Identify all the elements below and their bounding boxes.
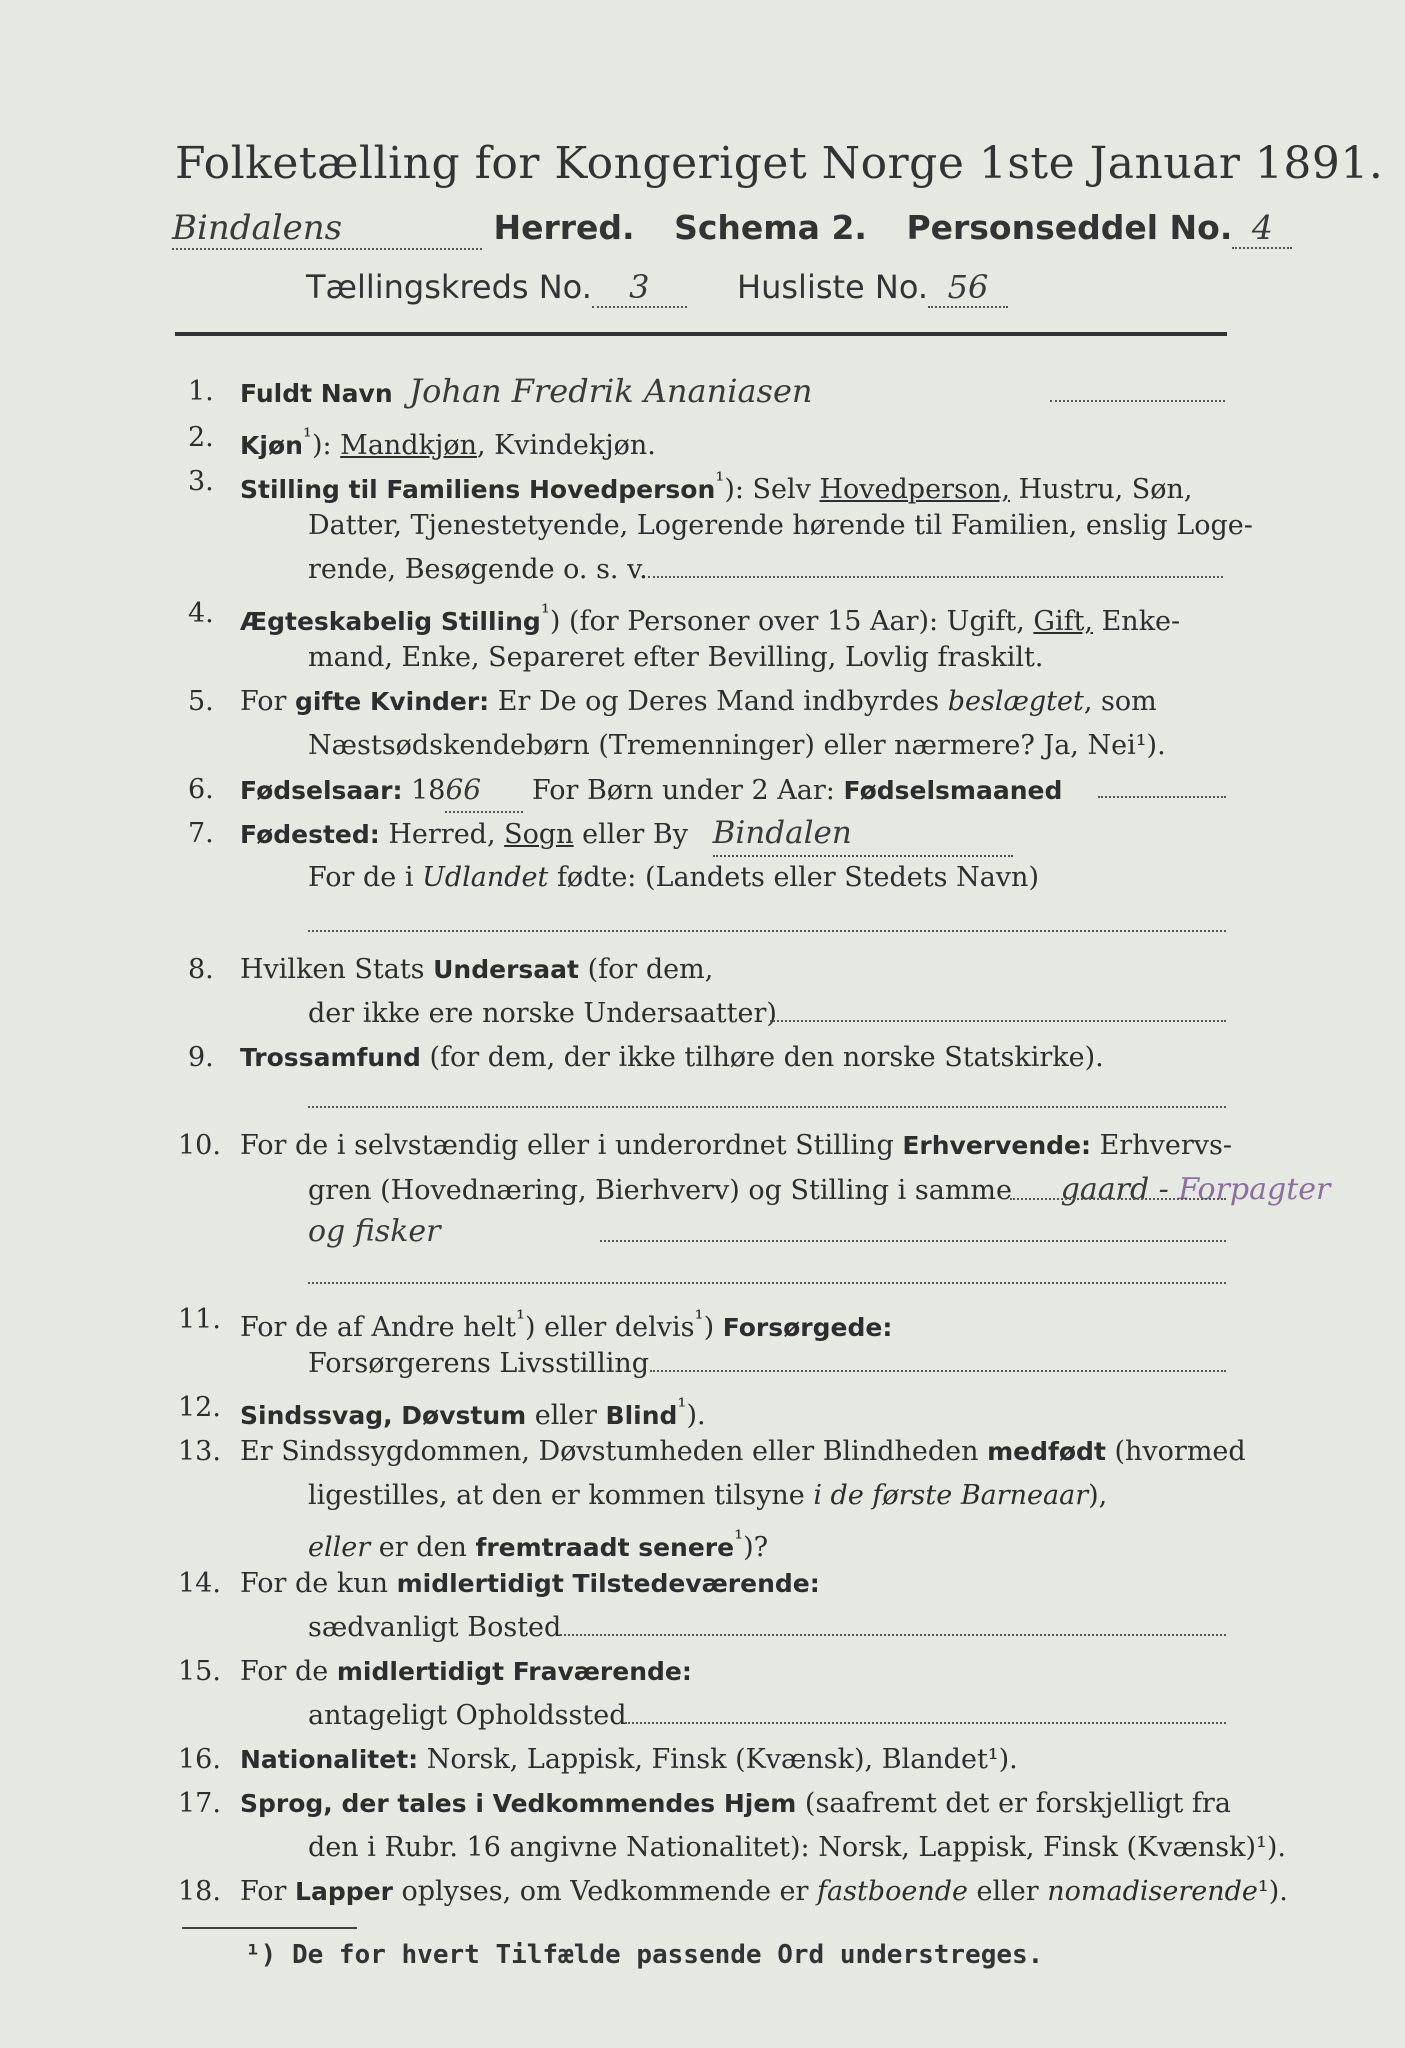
item-number: 9.	[188, 1042, 214, 1073]
item-8-line-2: der ikke ere norske Undersaatter)	[308, 998, 777, 1029]
item-text: beslægtet	[947, 686, 1084, 717]
position-selected: Hovedperson,	[819, 474, 1011, 505]
item-text: eller	[308, 1532, 371, 1563]
item-5-line-2: Næstsødskendebørn (Tremenninger) eller nærmere? Ja, Nei¹).	[308, 730, 1166, 761]
item-text: ) eller delvis	[525, 1312, 695, 1343]
item-text: For de af Andre helt	[240, 1312, 517, 1343]
item-label: fremtraadt senere	[475, 1533, 735, 1562]
item-text: Udlandet	[422, 862, 549, 893]
item-3-line-2: Datter, Tjenestetyende, Logerende hørende til Familien, enslig Loge-	[308, 510, 1253, 541]
husliste-value: 56	[928, 268, 1008, 308]
taellingskreds-label: Tællingskreds No.	[306, 268, 592, 306]
item-15-fravaerende	[240, 1650, 692, 1693]
item-14-line-2: sædvanligt Bosted	[308, 1612, 562, 1643]
item-text: , Kvindekjøn.	[476, 430, 656, 461]
personseddel-label: Personseddel No.	[906, 208, 1233, 247]
item-7-fodested	[240, 812, 1013, 857]
item-number: 14.	[178, 1568, 221, 1599]
item-11-line-2: Forsørgerens Livsstilling	[308, 1348, 650, 1379]
item-number: 11.	[178, 1304, 221, 1335]
dotted-line	[308, 1282, 1226, 1284]
item-text: eller	[967, 1876, 1048, 1907]
item-number: 8.	[188, 954, 214, 985]
item-text: eller By	[573, 819, 688, 850]
dotted-line	[650, 1370, 1226, 1372]
footnote-rule	[182, 1927, 357, 1929]
item-13-line-2	[308, 1474, 1107, 1517]
item-number: 16.	[178, 1744, 221, 1775]
item-7-line-2	[308, 856, 1039, 899]
item-label: Sindssvag, Døvstum	[240, 1401, 527, 1430]
item-number: 4.	[188, 598, 214, 629]
item-label: Forsørgede:	[722, 1313, 893, 1342]
item-10-line-3	[308, 1210, 440, 1254]
item-text: For de	[240, 1656, 337, 1687]
item-text: oplyses, om Vedkommende er	[392, 1876, 817, 1907]
item-text: ):	[311, 430, 341, 461]
herred-handwritten: Bindalens	[172, 208, 482, 250]
item-5-gifte-kvinder	[240, 680, 1157, 723]
item-text: er den	[370, 1532, 476, 1563]
dotted-line	[308, 930, 1226, 932]
occupation-value-2: og fisker	[308, 1214, 441, 1249]
occupation-value: gaard -	[1060, 1172, 1179, 1207]
item-15-line-2: antageligt Opholdssted	[308, 1700, 627, 1731]
item-text: Hvilken Stats	[240, 954, 434, 985]
item-10-erhverv	[240, 1124, 1232, 1167]
item-1-fuldt-navn	[240, 370, 813, 415]
item-text: For de i selvstændig eller i underordnet Stilling	[240, 1130, 903, 1161]
dotted-line	[1098, 796, 1226, 798]
item-label: Fødselsmaaned	[843, 776, 1063, 805]
item-14-tilstede	[240, 1562, 820, 1605]
item-number: 12.	[178, 1392, 221, 1423]
item-17-line-2: den i Rubr. 16 angivne Nationalitet): Norsk, Lappisk, Finsk (Kvænsk)¹).	[308, 1832, 1286, 1863]
item-label: Undersaat	[433, 955, 579, 984]
item-number: 3.	[188, 466, 214, 497]
taellingskreds-value: 3	[592, 268, 687, 308]
item-label: Blind	[605, 1401, 678, 1430]
item-text: )	[703, 1312, 723, 1343]
item-number: 17.	[178, 1788, 221, 1819]
item-16-nationalitet	[240, 1738, 1018, 1781]
item-label: Fødested:	[240, 820, 380, 849]
item-label: Fødselsaar:	[240, 776, 403, 805]
footnote-marker: ¹	[302, 424, 312, 450]
item-text: 18	[402, 775, 446, 806]
full-name-value: Johan Fredrik Ananiasen	[409, 372, 813, 410]
item-text: ¹).	[1257, 1876, 1288, 1907]
item-label: medfødt	[987, 1437, 1106, 1466]
item-number: 5.	[188, 686, 214, 717]
item-number: 7.	[188, 818, 214, 849]
item-4-line-2: mand, Enke, Separeret efter Bevilling, Lovlig fraskilt.	[308, 642, 1044, 673]
item-text: Er De og Deres Mand indbyrdes	[489, 686, 948, 717]
item-9-trossamfund	[240, 1036, 1104, 1079]
item-text: (for dem,	[578, 954, 714, 985]
item-text: i de første Barneaar	[813, 1480, 1089, 1511]
item-label: midlertidigt Tilstedeværende:	[396, 1569, 820, 1598]
item-label: Trossamfund	[240, 1043, 421, 1072]
herred-label: Herred.	[493, 208, 635, 247]
item-text: For Børn under 2 Aar:	[523, 775, 844, 806]
dotted-line	[1010, 1198, 1226, 1200]
item-text: (saafremt det er forskjelligt fra	[796, 1788, 1231, 1819]
item-number: 10.	[178, 1130, 221, 1161]
item-label: gifte Kvinder:	[295, 687, 490, 716]
footnote-marker: ¹	[540, 600, 550, 626]
item-text: fastboende	[817, 1876, 968, 1907]
item-text: ),	[1088, 1480, 1108, 1511]
item-text: ligestilles, at den er kommen tilsyne	[308, 1480, 814, 1511]
birth-year-value: 66	[445, 768, 523, 813]
item-number: 13.	[178, 1436, 221, 1467]
dotted-line	[625, 1722, 1226, 1724]
item-text: ): Selv	[724, 474, 820, 505]
item-number: 2.	[188, 422, 214, 453]
dotted-line	[770, 1020, 1226, 1022]
item-label: Ægteskabelig Stilling	[240, 607, 541, 636]
item-text: Herred,	[379, 819, 505, 850]
item-label: midlertidigt Fraværende:	[336, 1657, 692, 1686]
footnote-marker: ¹	[715, 468, 725, 494]
item-13-medfodt	[240, 1430, 1246, 1473]
item-text: ) (for Personer over 15 Aar): Ugift,	[549, 606, 1034, 637]
footnote-marker: ¹	[516, 1306, 526, 1332]
dotted-line	[648, 576, 1223, 578]
occupation-annotation: Forpagter	[1178, 1172, 1331, 1207]
husliste-label: Husliste No.	[737, 268, 929, 306]
item-label: Lapper	[295, 1877, 393, 1906]
item-label: Erhvervende:	[902, 1131, 1092, 1160]
item-label: Stilling til Familiens Hovedperson	[240, 475, 716, 504]
footnote-marker: ¹	[734, 1526, 744, 1552]
item-text: (hvormed	[1105, 1436, 1246, 1467]
item-8-undersaat	[240, 948, 713, 991]
item-17-sprog	[240, 1782, 1231, 1825]
dotted-line	[308, 1106, 1226, 1108]
personseddel-value: 4	[1232, 208, 1292, 249]
footnote-marker: ¹	[694, 1306, 704, 1332]
schema-label: Schema 2.	[674, 208, 867, 247]
item-text: )?	[743, 1532, 769, 1563]
item-number: 15.	[178, 1656, 221, 1687]
item-text: ).	[686, 1400, 706, 1431]
item-18-lapper	[240, 1870, 1288, 1913]
marital-selected: Gift,	[1033, 606, 1094, 637]
item-number: 6.	[188, 774, 214, 805]
gender-selected: Mandkjøn	[340, 430, 477, 461]
item-text: eller	[526, 1400, 606, 1431]
item-3-line-3: rende, Besøgende o. s. v.	[308, 554, 648, 585]
footnote: ¹) De for hvert Tilfælde passende Ord understreges.	[245, 1940, 1044, 1970]
item-text: For de kun	[240, 1568, 397, 1599]
dotted-line	[1050, 400, 1225, 402]
item-text: , som	[1083, 686, 1157, 717]
item-text: For	[240, 686, 296, 717]
item-text: Er Sindssygdommen, Døvstumheden eller Blindheden	[240, 1436, 988, 1467]
item-text: For de i	[308, 862, 423, 893]
item-text: For	[240, 1876, 296, 1907]
item-text: fødte: (Landets eller Stedets Navn)	[548, 862, 1039, 893]
item-text: Norsk, Lappisk, Finsk (Kvænsk), Blandet¹).	[418, 1744, 1018, 1775]
item-text: gren (Hovednæring, Bierhverv) og Stilling i samme	[308, 1175, 1013, 1206]
item-text: nomadiserende	[1047, 1876, 1258, 1907]
item-number: 18.	[178, 1876, 221, 1907]
header-rule	[175, 332, 1227, 336]
item-6-fodselsaar	[240, 768, 1062, 813]
item-label: Fuldt Navn	[240, 379, 393, 408]
item-label: Nationalitet:	[240, 1745, 419, 1774]
item-10-line-2	[308, 1168, 1330, 1212]
taellingskreds-row	[306, 268, 1008, 308]
form-title: Folketælling for Kongeriget Norge 1ste Januar 1891.	[175, 138, 1384, 189]
item-number: 1.	[188, 376, 214, 407]
dotted-line	[600, 1240, 1226, 1242]
item-label: Sprog, der tales i Vedkommendes Hjem	[240, 1789, 797, 1818]
dotted-line	[560, 1634, 1226, 1636]
birthplace-value: Bindalen	[713, 812, 1013, 857]
item-text: Hustru, Søn,	[1010, 474, 1193, 505]
item-text: Erhvervs-	[1091, 1130, 1232, 1161]
herred-row	[172, 208, 1292, 250]
item-label: Kjøn	[240, 431, 303, 460]
item-text: Enke-	[1093, 606, 1181, 637]
birthplace-selected: Sogn	[504, 819, 574, 850]
item-text: (for dem, der ikke tilhøre den norske Statskirke).	[420, 1042, 1104, 1073]
footnote-marker: ¹	[677, 1394, 687, 1420]
